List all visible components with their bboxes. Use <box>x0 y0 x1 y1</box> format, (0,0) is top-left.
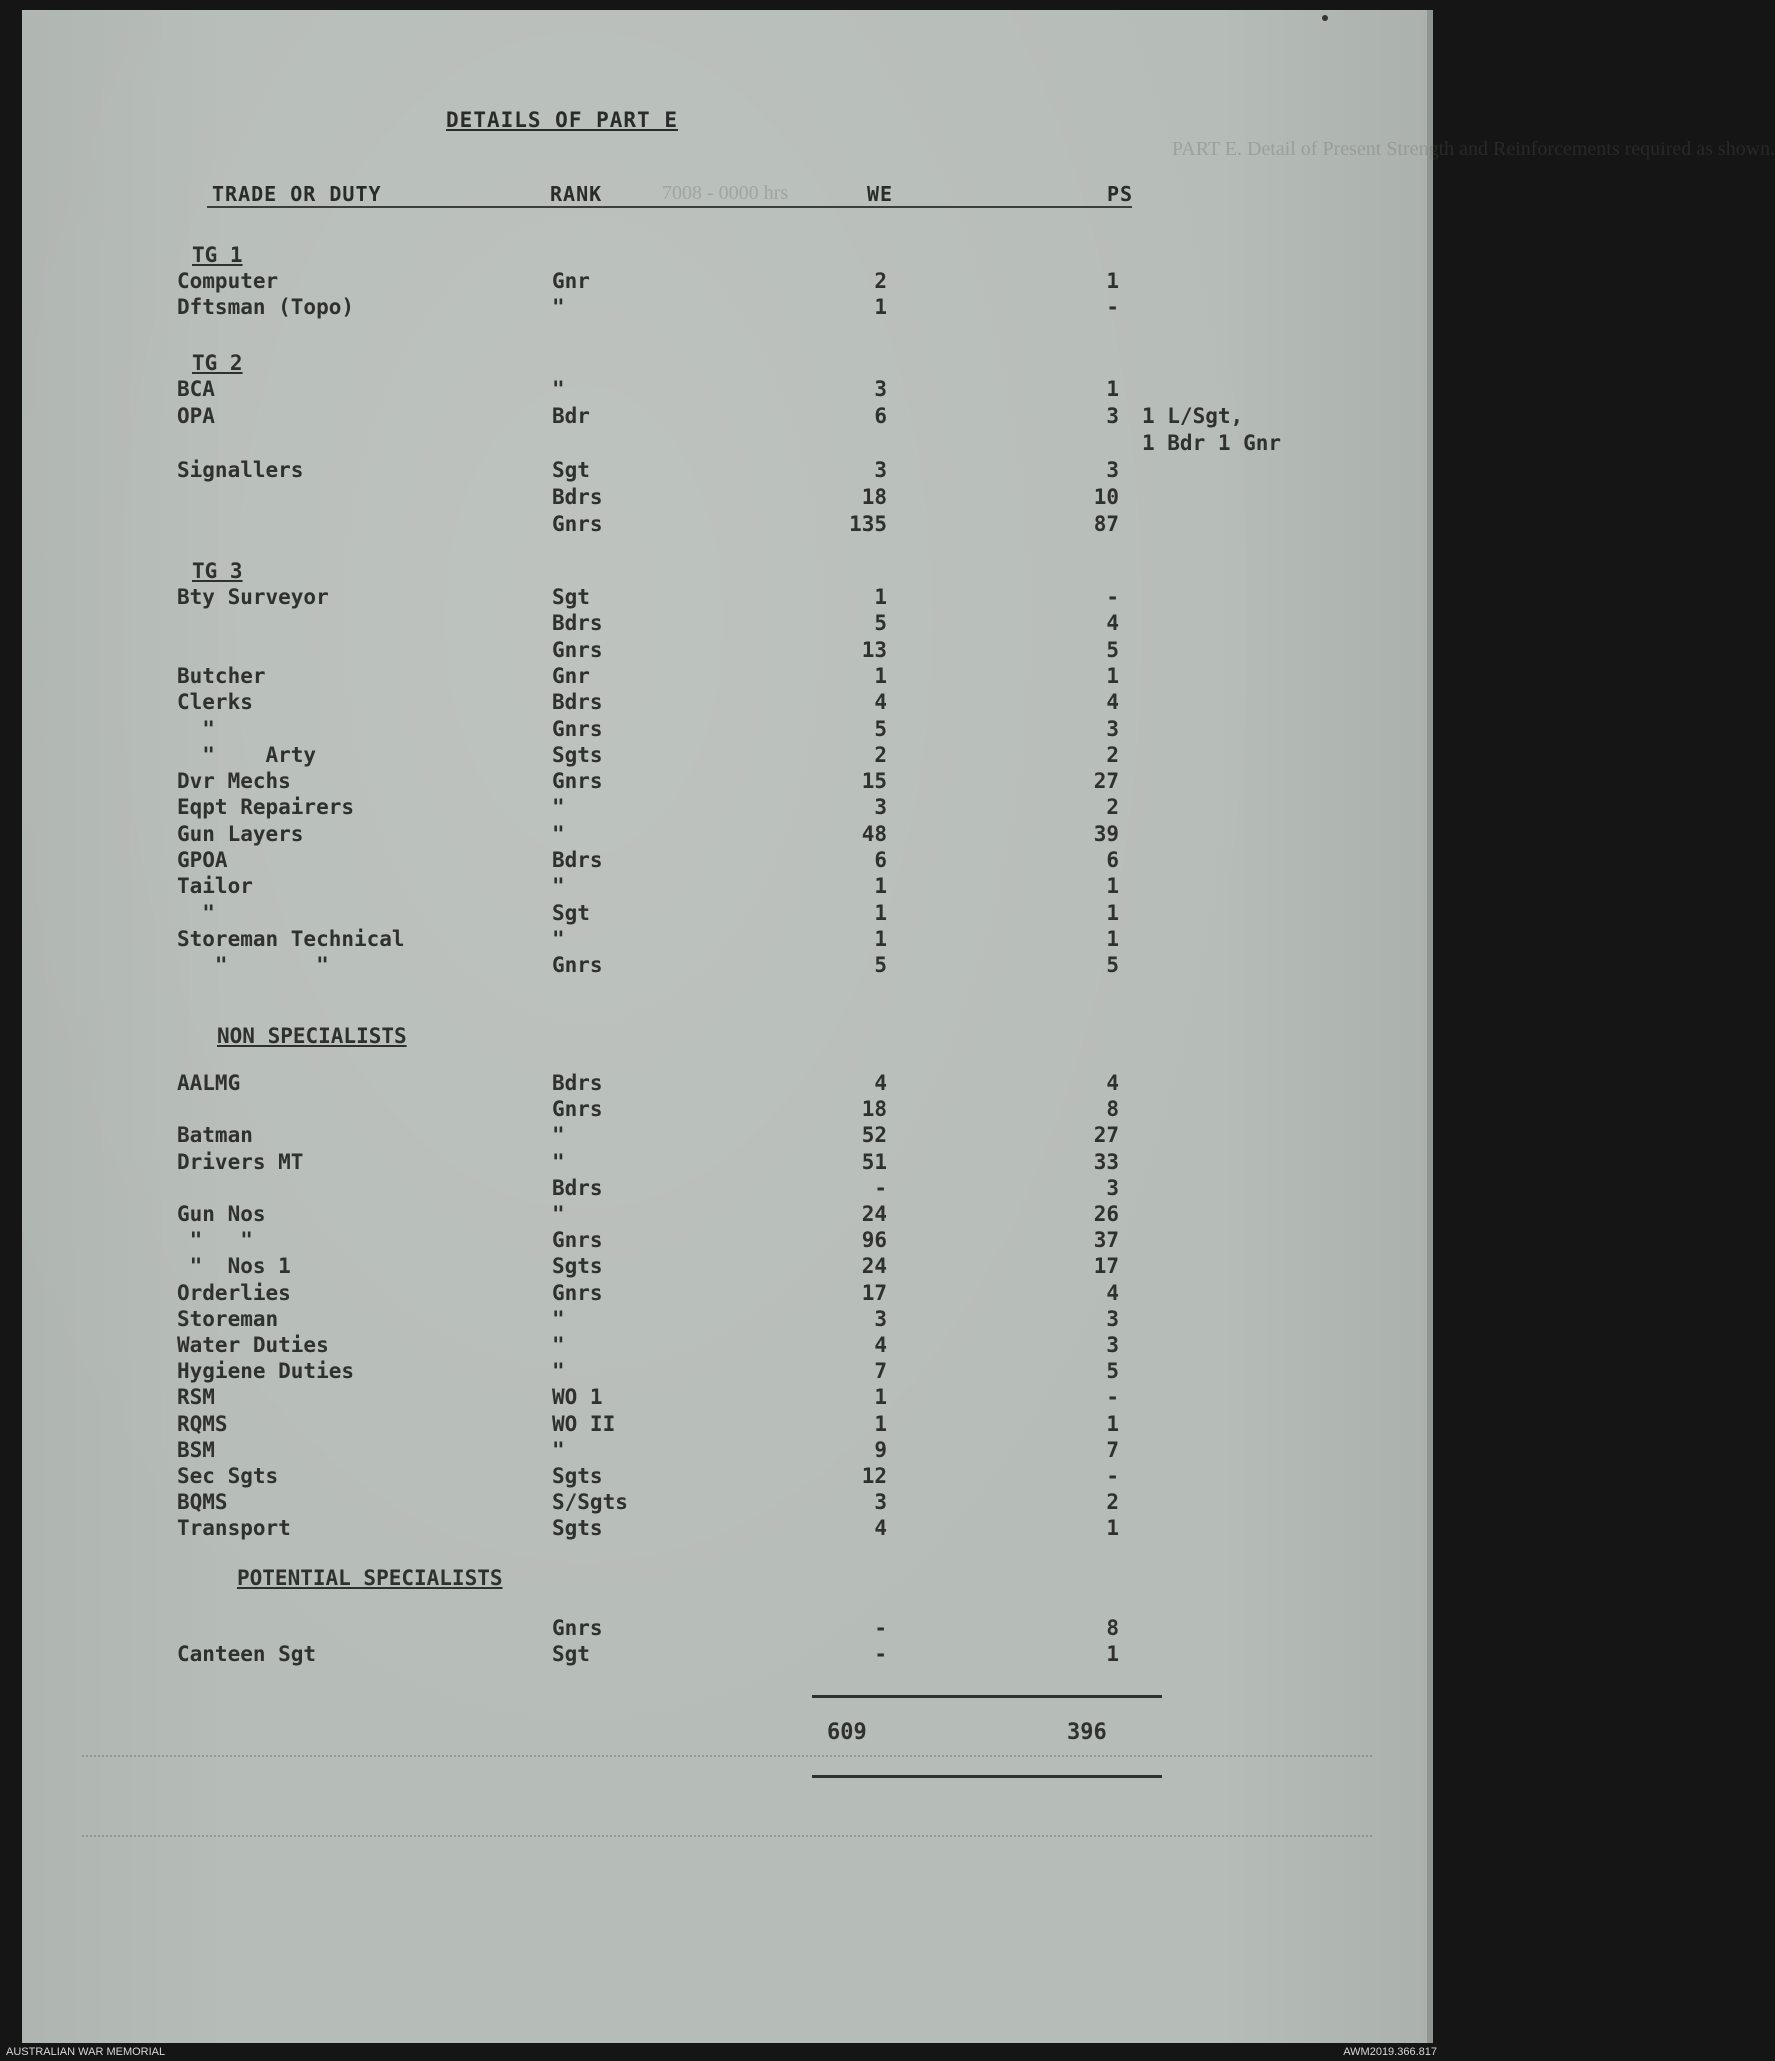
we-cell: 135 <box>849 512 887 536</box>
rank-cell: Sgt <box>552 900 590 925</box>
note-cell: 1 L/Sgt, <box>1142 404 1244 428</box>
trade-cell: Hygiene Duties <box>177 1359 355 1384</box>
rank-cell: Bdrs <box>552 485 603 509</box>
trade-cell: Butcher <box>177 663 266 688</box>
bleed-through-text-2: 7008 - 0000 hrs <box>662 182 789 204</box>
ps-cell: 1 <box>1106 1516 1119 1541</box>
trade-cell: " Arty <box>177 742 317 767</box>
trade-cell: AALMG <box>177 1071 241 1095</box>
rank-cell: Sgts <box>552 1254 603 1279</box>
rank-cell: Gnrs <box>552 953 603 978</box>
ps-cell: 5 <box>1106 1359 1119 1384</box>
trade-cell: Storeman Technical <box>177 926 405 951</box>
table-row <box>22 663 1427 689</box>
table-row <box>22 1096 1427 1122</box>
rank-cell: Sgts <box>552 1464 603 1488</box>
trade-cell: Signallers <box>177 458 304 482</box>
ps-cell: 4 <box>1106 1280 1119 1305</box>
table-row <box>22 584 1427 610</box>
ps-cell: - <box>1106 585 1119 609</box>
we-cell: 5 <box>874 611 887 636</box>
ps-cell: 3 <box>1106 1175 1119 1200</box>
ps-cell: 3 <box>1106 404 1119 428</box>
ps-cell: 1 <box>1106 900 1119 925</box>
table-row <box>22 847 1427 873</box>
rank-cell: " <box>552 1359 565 1384</box>
document-sheet <box>22 10 1775 2043</box>
ps-cell: 2 <box>1106 742 1119 767</box>
we-cell: 5 <box>874 716 887 741</box>
table-row <box>22 926 1427 952</box>
ps-cell: 8 <box>1106 1097 1119 1122</box>
we-cell: 4 <box>874 1516 887 1541</box>
trade-cell: " <box>177 900 215 925</box>
table-row <box>22 689 1427 715</box>
bleed-through-text: PART E. Detail of Present Strength and Reinforcements required as shown. <box>1172 138 1775 160</box>
ps-cell: 27 <box>1093 769 1119 794</box>
archive-footer <box>0 2043 1443 2061</box>
we-cell: 7 <box>874 1359 887 1384</box>
rank-cell: Gnrs <box>552 716 603 741</box>
table-row <box>22 637 1427 663</box>
table-row <box>22 716 1427 742</box>
we-cell: 1 <box>874 585 887 609</box>
table-row <box>22 1201 1427 1227</box>
rank-cell: Sgt <box>552 458 590 482</box>
rank-cell: Sgts <box>552 742 603 767</box>
we-cell: 96 <box>861 1228 887 1253</box>
table-row <box>22 1384 1427 1410</box>
rank-cell: Gnrs <box>552 769 603 794</box>
section-heading: NON SPECIALISTS <box>217 1024 407 1048</box>
we-cell: 9 <box>874 1437 887 1462</box>
rank-cell: Gnrs <box>552 1616 603 1640</box>
table-row <box>22 430 1427 456</box>
ps-cell: - <box>1106 1385 1119 1410</box>
rank-cell: Sgts <box>552 1516 603 1541</box>
rank-cell: Gnrs <box>552 1097 603 1122</box>
we-cell: 17 <box>861 1280 887 1305</box>
rank-cell: " <box>552 1149 565 1174</box>
trade-cell: BCA <box>177 377 215 401</box>
table-row <box>22 1641 1427 1667</box>
trade-cell: Gun Layers <box>177 821 304 846</box>
we-cell: 1 <box>874 926 887 951</box>
rank-cell: WO II <box>552 1411 616 1436</box>
rank-cell: Gnrs <box>552 1280 603 1305</box>
we-cell: - <box>874 1616 887 1640</box>
rank-cell: " <box>552 795 565 820</box>
trade-cell: Orderlies <box>177 1280 291 1305</box>
table-row <box>22 1615 1427 1641</box>
note-cell: 1 Bdr 1 Gnr <box>1142 431 1282 455</box>
trade-cell: Drivers MT <box>177 1149 304 1174</box>
trade-cell: Dvr Mechs <box>177 769 291 794</box>
rank-cell: Bdrs <box>552 611 603 636</box>
ps-cell: 5 <box>1106 953 1119 978</box>
rank-cell: Bdrs <box>552 848 603 872</box>
we-cell: 5 <box>874 953 887 978</box>
we-cell: - <box>874 1642 887 1666</box>
table-row <box>22 768 1427 794</box>
rank-cell: " <box>552 377 565 401</box>
trade-cell: Storeman <box>177 1306 279 1331</box>
trade-cell: Tailor <box>177 874 253 899</box>
ps-cell: 2 <box>1106 795 1119 820</box>
ps-cell: 10 <box>1093 485 1119 509</box>
table-row <box>22 457 1427 483</box>
we-cell: 15 <box>861 769 887 794</box>
table-row <box>22 1280 1427 1306</box>
table-row <box>22 1463 1427 1489</box>
table-row <box>22 1489 1427 1515</box>
trade-cell: " " <box>177 953 329 978</box>
rank-cell: Bdrs <box>552 690 603 715</box>
total-ps: 396 <box>1067 1720 1107 1745</box>
punch-hole <box>1322 15 1328 21</box>
footer-institution: AUSTRALIAN WAR MEMORIAL <box>6 2046 166 2058</box>
we-cell: 3 <box>874 377 887 401</box>
ps-cell: 37 <box>1093 1228 1119 1253</box>
we-cell: 1 <box>874 663 887 688</box>
faint-form-line-2 <box>82 1835 1372 1838</box>
table-row <box>22 1437 1427 1463</box>
table-row <box>22 1227 1427 1253</box>
section-heading: TG 3 <box>192 559 243 583</box>
table-row <box>22 511 1427 537</box>
we-cell: 2 <box>874 269 887 293</box>
rank-cell: Bdrs <box>552 1175 603 1200</box>
trade-cell: " " <box>177 1228 253 1253</box>
rank-cell: " <box>552 1333 565 1357</box>
ps-cell: 3 <box>1106 716 1119 741</box>
table-row <box>22 268 1427 294</box>
ps-cell: - <box>1106 1464 1119 1488</box>
we-cell: 3 <box>874 795 887 820</box>
ps-cell: 87 <box>1093 512 1119 536</box>
rank-cell: " <box>552 294 565 319</box>
ps-cell: 39 <box>1093 821 1119 846</box>
faint-form-line <box>82 1755 1372 1758</box>
trade-cell: OPA <box>177 404 215 428</box>
ps-cell: 1 <box>1106 663 1119 688</box>
column-header-ps: PS <box>1107 182 1134 206</box>
ps-cell: 33 <box>1093 1149 1119 1174</box>
table-row <box>22 610 1427 636</box>
trade-cell: Computer <box>177 269 279 293</box>
trade-cell: Transport <box>177 1516 291 1541</box>
rank-cell: " <box>552 821 565 846</box>
rank-cell: Gnr <box>552 269 590 293</box>
trade-cell: Canteen Sgt <box>177 1642 317 1666</box>
we-cell: 24 <box>861 1202 887 1226</box>
ps-cell: 1 <box>1106 377 1119 401</box>
rank-cell: Sgt <box>552 585 590 609</box>
trade-cell: Gun Nos <box>177 1202 266 1226</box>
we-cell: 13 <box>861 637 887 662</box>
rank-cell: Bdr <box>552 404 590 428</box>
table-row <box>22 1358 1427 1384</box>
rank-cell: " <box>552 1202 565 1226</box>
section-heading: POTENTIAL SPECIALISTS <box>237 1566 503 1590</box>
table-row <box>22 900 1427 926</box>
table-row <box>22 376 1427 402</box>
ps-cell: 1 <box>1106 874 1119 899</box>
rank-cell: Bdrs <box>552 1071 603 1095</box>
trade-cell: Water Duties <box>177 1333 329 1357</box>
we-cell: 18 <box>861 485 887 509</box>
we-cell: 4 <box>874 1333 887 1357</box>
we-cell: 6 <box>874 404 887 428</box>
ps-cell: 26 <box>1093 1202 1119 1226</box>
table-row <box>22 1515 1427 1541</box>
table-row <box>22 484 1427 510</box>
ps-cell: 1 <box>1106 926 1119 951</box>
we-cell: 1 <box>874 900 887 925</box>
section-heading: TG 1 <box>192 243 243 267</box>
we-cell: 12 <box>861 1464 887 1488</box>
ps-cell: - <box>1106 294 1119 319</box>
we-cell: 6 <box>874 848 887 872</box>
table-row <box>22 1070 1427 1096</box>
ps-cell: 3 <box>1106 1306 1119 1331</box>
rank-cell: " <box>552 874 565 899</box>
rank-cell: " <box>552 1306 565 1331</box>
ps-cell: 1 <box>1106 1411 1119 1436</box>
trade-cell: RQMS <box>177 1411 228 1436</box>
table-row <box>22 742 1427 768</box>
rank-cell: " <box>552 926 565 951</box>
trade-cell: RSM <box>177 1385 215 1410</box>
ps-cell: 27 <box>1093 1123 1119 1148</box>
we-cell: 2 <box>874 742 887 767</box>
table-row <box>22 1306 1427 1332</box>
ps-cell: 17 <box>1093 1254 1119 1279</box>
table-row <box>22 403 1427 429</box>
rank-cell: " <box>552 1437 565 1462</box>
we-cell: 4 <box>874 1071 887 1095</box>
table-row <box>22 1122 1427 1148</box>
trade-cell: " <box>177 716 215 741</box>
table-row <box>22 1253 1427 1279</box>
we-cell: 1 <box>874 1411 887 1436</box>
we-cell: 1 <box>874 874 887 899</box>
rank-cell: Gnrs <box>552 1228 603 1253</box>
we-cell: 1 <box>874 294 887 319</box>
table-row <box>22 1332 1427 1358</box>
trade-cell: " Nos 1 <box>177 1254 291 1279</box>
we-cell: 18 <box>861 1097 887 1122</box>
rank-cell: Sgt <box>552 1642 590 1666</box>
document-title: DETAILS OF PART E <box>446 108 678 132</box>
ps-cell: 4 <box>1106 690 1119 715</box>
rank-cell: " <box>552 1123 565 1148</box>
rank-cell: Gnrs <box>552 512 603 536</box>
trade-cell: Clerks <box>177 690 253 715</box>
rank-cell: S/Sgts <box>552 1490 628 1515</box>
trade-cell: Dftsman (Topo) <box>177 294 355 319</box>
rank-cell: Gnrs <box>552 637 603 662</box>
header-underline <box>207 206 1132 208</box>
trade-cell: BQMS <box>177 1490 228 1515</box>
total-we: 609 <box>827 1720 867 1745</box>
we-cell: 51 <box>861 1149 887 1174</box>
we-cell: 48 <box>861 821 887 846</box>
ps-cell: 5 <box>1106 637 1119 662</box>
we-cell: - <box>874 1175 887 1200</box>
ps-cell: 2 <box>1106 1490 1119 1515</box>
trade-cell: Eqpt Repairers <box>177 795 355 820</box>
ps-cell: 8 <box>1106 1616 1119 1640</box>
table-row <box>22 294 1427 320</box>
ps-cell: 1 <box>1106 1642 1119 1666</box>
column-header-rank: RANK <box>550 182 603 206</box>
we-cell: 3 <box>874 458 887 482</box>
trade-cell: GPOA <box>177 848 228 872</box>
table-row <box>22 873 1427 899</box>
table-row <box>22 1411 1427 1437</box>
ps-cell: 3 <box>1106 458 1119 482</box>
we-cell: 24 <box>861 1254 887 1279</box>
total-rule-top <box>812 1695 1162 1698</box>
we-cell: 52 <box>861 1123 887 1148</box>
trade-cell: Sec Sgts <box>177 1464 279 1488</box>
table-row <box>22 1175 1427 1201</box>
trade-cell: Batman <box>177 1123 253 1148</box>
ps-cell: 6 <box>1106 848 1119 872</box>
trade-cell: Bty Surveyor <box>177 585 329 609</box>
rank-cell: WO 1 <box>552 1385 603 1410</box>
ps-cell: 3 <box>1106 1333 1119 1357</box>
trade-cell: BSM <box>177 1437 215 1462</box>
we-cell: 3 <box>874 1306 887 1331</box>
table-row <box>22 821 1427 847</box>
ps-cell: 4 <box>1106 611 1119 636</box>
footer-reference: AWM2019.366.817 <box>1343 2046 1437 2058</box>
we-cell: 3 <box>874 1490 887 1515</box>
ps-cell: 4 <box>1106 1071 1119 1095</box>
section-heading: TG 2 <box>192 351 243 375</box>
table-row <box>22 794 1427 820</box>
table-row <box>22 952 1427 978</box>
ps-cell: 1 <box>1106 269 1119 293</box>
total-rule-bottom <box>812 1775 1162 1778</box>
we-cell: 4 <box>874 690 887 715</box>
we-cell: 1 <box>874 1385 887 1410</box>
column-header-trade: TRADE OR DUTY <box>212 182 382 206</box>
rank-cell: Gnr <box>552 663 590 688</box>
ps-cell: 7 <box>1106 1437 1119 1462</box>
column-header-we: WE <box>867 182 894 206</box>
table-row <box>22 1149 1427 1175</box>
